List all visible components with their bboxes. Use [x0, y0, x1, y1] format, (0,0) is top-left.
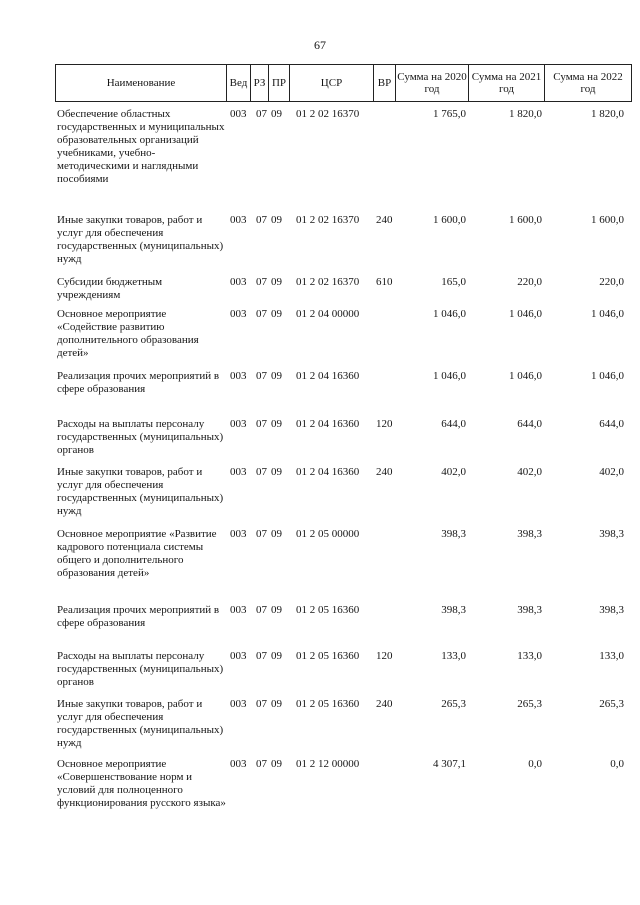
- row-sum-2020: 265,3: [441, 698, 466, 710]
- row-sum-2022: 402,0: [599, 466, 624, 478]
- row-csr: 01 2 04 16360: [296, 418, 360, 430]
- row-sum-2021: 0,0: [528, 758, 542, 770]
- row-rz: 07: [256, 308, 267, 320]
- row-csr: 01 2 05 16360: [296, 604, 360, 616]
- row-sum-2021: 398,3: [517, 528, 542, 540]
- row-sum-2021: 265,3: [517, 698, 542, 710]
- row-sum-2020: 1 046,0: [433, 308, 466, 320]
- row-sum-2022: 1 600,0: [591, 214, 624, 226]
- row-ved: 003: [230, 370, 247, 382]
- row-name: Обеспечение областных государственных и муниципальных образовательных организаций учебниками, учебно-методическими и наглядными пособиями: [57, 108, 225, 185]
- row-sum-2021: 1 820,0: [509, 108, 542, 120]
- row-vr: 120: [376, 418, 393, 430]
- row-csr: 01 2 02 16370: [296, 214, 360, 226]
- row-rz: 07: [256, 370, 267, 382]
- row-sum-2022: 133,0: [599, 650, 624, 662]
- row-sum-2020: 398,3: [441, 528, 466, 540]
- row-csr: 01 2 12 00000: [296, 758, 360, 770]
- row-rz: 07: [256, 418, 267, 430]
- header-ved: Вед: [226, 64, 250, 102]
- table-header: [55, 64, 632, 104]
- header-sum-2020: Сумма на 2020 год: [395, 64, 468, 102]
- row-ved: 003: [230, 214, 247, 226]
- row-sum-2022: 398,3: [599, 604, 624, 616]
- row-rz: 07: [256, 276, 267, 288]
- row-ved: 003: [230, 758, 247, 770]
- row-csr: 01 2 05 00000: [296, 528, 360, 540]
- row-sum-2022: 1 820,0: [591, 108, 624, 120]
- row-pr: 09: [271, 276, 282, 288]
- row-sum-2021: 402,0: [517, 466, 542, 478]
- row-sum-2020: 402,0: [441, 466, 466, 478]
- row-sum-2020: 1 765,0: [433, 108, 466, 120]
- row-csr: 01 2 04 16360: [296, 370, 360, 382]
- row-name: Основное мероприятие «Совершенствование норм и условий для полноценного функционирования русского языка»: [57, 758, 226, 809]
- row-sum-2021: 133,0: [517, 650, 542, 662]
- row-sum-2021: 1 046,0: [509, 308, 542, 320]
- row-name: Реализация прочих мероприятий в сфере образования: [57, 604, 220, 629]
- row-ved: 003: [230, 528, 247, 540]
- row-pr: 09: [271, 466, 282, 478]
- row-sum-2021: 644,0: [517, 418, 542, 430]
- row-csr: 01 2 02 16370: [296, 108, 360, 120]
- row-ved: 003: [230, 650, 247, 662]
- row-ved: 003: [230, 466, 247, 478]
- row-sum-2020: 1 600,0: [433, 214, 466, 226]
- row-name: Расходы на выплаты персоналу государственных (муниципальных) органов: [57, 418, 224, 456]
- row-sum-2022: 1 046,0: [591, 308, 624, 320]
- header-csr: ЦСР: [289, 64, 373, 102]
- row-name: Основное мероприятие «Содействие развитию дополнительного образования детей»: [57, 308, 199, 359]
- row-rz: 07: [256, 466, 267, 478]
- row-sum-2022: 1 046,0: [591, 370, 624, 382]
- row-sum-2021: 398,3: [517, 604, 542, 616]
- row-pr: 09: [271, 308, 282, 320]
- row-csr: 01 2 05 16360: [296, 698, 360, 710]
- row-name: Субсидии бюджетным учреждениям: [57, 276, 163, 301]
- row-ved: 003: [230, 604, 247, 616]
- header-name: Наименование: [55, 64, 226, 102]
- row-csr: 01 2 04 00000: [296, 308, 360, 320]
- row-name: Расходы на выплаты персоналу государственных (муниципальных) органов: [57, 650, 224, 688]
- row-rz: 07: [256, 604, 267, 616]
- row-sum-2022: 265,3: [599, 698, 624, 710]
- page-number: 67: [314, 38, 326, 52]
- row-name: Основное мероприятие «Развитие кадрового потенциала системы общего и дополнительного образования детей»: [57, 528, 217, 579]
- row-sum-2020: 644,0: [441, 418, 466, 430]
- row-sum-2022: 398,3: [599, 528, 624, 540]
- row-sum-2020: 165,0: [441, 276, 466, 288]
- row-csr: 01 2 02 16370: [296, 276, 360, 288]
- row-sum-2021: 1 600,0: [509, 214, 542, 226]
- row-name: Реализация прочих мероприятий в сфере образования: [57, 370, 220, 395]
- header-rz: РЗ: [250, 64, 268, 102]
- row-pr: 09: [271, 108, 282, 120]
- row-pr: 09: [271, 214, 282, 226]
- row-rz: 07: [256, 698, 267, 710]
- header-sum-2021: Сумма на 2021 год: [468, 64, 544, 102]
- row-sum-2022: 0,0: [610, 758, 624, 770]
- row-rz: 07: [256, 758, 267, 770]
- row-pr: 09: [271, 604, 282, 616]
- row-ved: 003: [230, 418, 247, 430]
- row-ved: 003: [230, 698, 247, 710]
- row-pr: 09: [271, 650, 282, 662]
- row-rz: 07: [256, 108, 267, 120]
- row-pr: 09: [271, 698, 282, 710]
- row-sum-2022: 644,0: [599, 418, 624, 430]
- row-ved: 003: [230, 276, 247, 288]
- row-sum-2021: 1 046,0: [509, 370, 542, 382]
- row-sum-2021: 220,0: [517, 276, 542, 288]
- row-vr: 610: [376, 276, 393, 288]
- row-sum-2020: 133,0: [441, 650, 466, 662]
- header-vr: ВР: [373, 64, 395, 102]
- row-name: Иные закупки товаров, работ и услуг для обеспечения государственных (муниципальных) нужд: [57, 214, 224, 265]
- row-name: Иные закупки товаров, работ и услуг для обеспечения государственных (муниципальных) нужд: [57, 698, 224, 749]
- row-sum-2020: 1 046,0: [433, 370, 466, 382]
- row-vr: 120: [376, 650, 393, 662]
- row-vr: 240: [376, 214, 393, 226]
- header-pr: ПР: [268, 64, 289, 102]
- row-pr: 09: [271, 370, 282, 382]
- row-pr: 09: [271, 418, 282, 430]
- row-rz: 07: [256, 650, 267, 662]
- row-csr: 01 2 04 16360: [296, 466, 360, 478]
- row-pr: 09: [271, 528, 282, 540]
- row-rz: 07: [256, 528, 267, 540]
- row-vr: 240: [376, 466, 393, 478]
- row-csr: 01 2 05 16360: [296, 650, 360, 662]
- row-name: Иные закупки товаров, работ и услуг для обеспечения государственных (муниципальных) нужд: [57, 466, 224, 517]
- row-sum-2020: 4 307,1: [433, 758, 466, 770]
- row-ved: 003: [230, 108, 247, 120]
- row-sum-2022: 220,0: [599, 276, 624, 288]
- header-sum-2022: Сумма на 2022 год: [544, 64, 632, 102]
- row-rz: 07: [256, 214, 267, 226]
- row-pr: 09: [271, 758, 282, 770]
- row-vr: 240: [376, 698, 393, 710]
- row-ved: 003: [230, 308, 247, 320]
- row-sum-2020: 398,3: [441, 604, 466, 616]
